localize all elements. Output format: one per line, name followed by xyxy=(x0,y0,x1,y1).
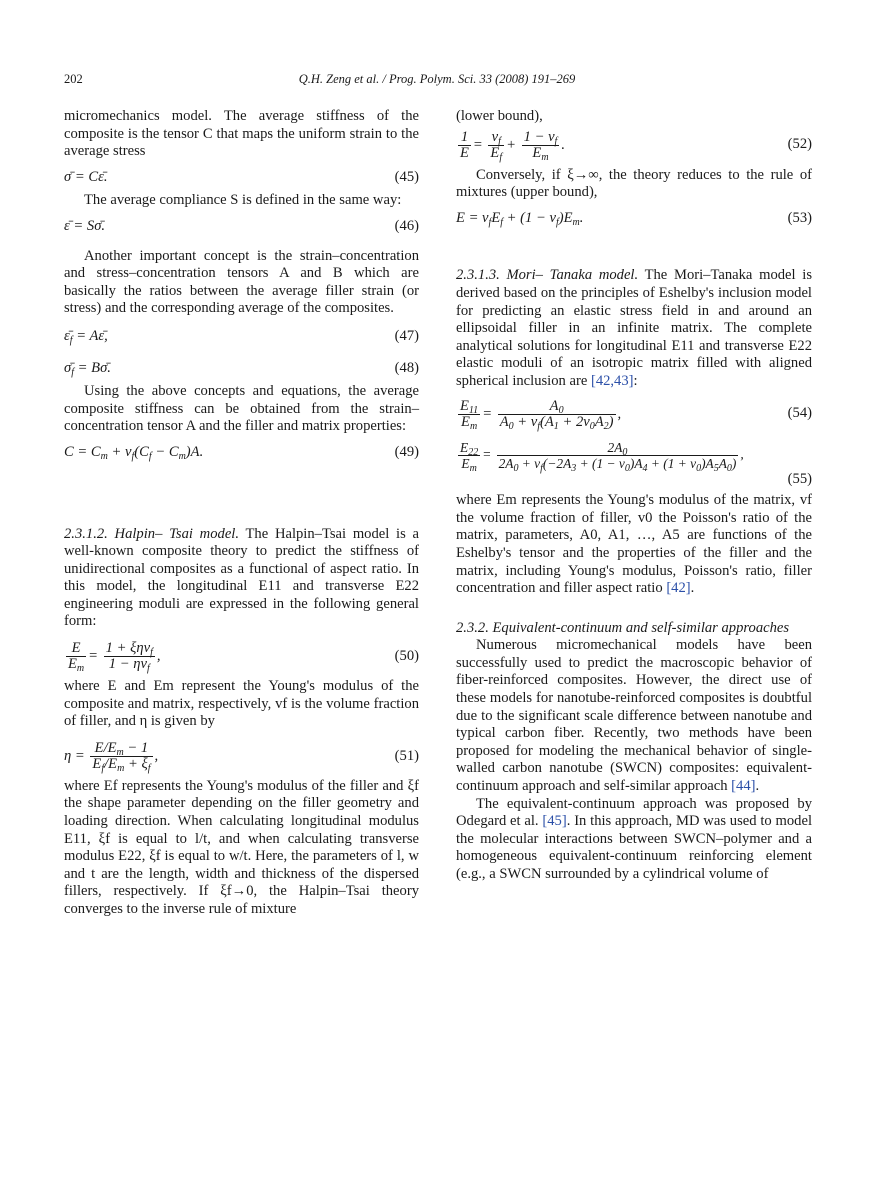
paragraph: Using the above concepts and equations, the average composite stiffness can be obtained from the strain–concentration tensor A and the filler and matrix properties: xyxy=(64,383,419,435)
section-heading: 2.3.1.2. Halpin– Tsai model. xyxy=(64,525,239,542)
citation-link[interactable]: [45] xyxy=(542,813,567,830)
paragraph: Conversely, if ξ→∞, the theory reduces to the rule of mixtures (upper bound), xyxy=(456,166,812,201)
equation-number: (52) xyxy=(787,136,812,153)
equation-number: (54) xyxy=(787,405,812,422)
equation-45: σ̄ = Cε̄. (45) xyxy=(64,168,419,185)
equation-54: $\frac{E_{11}}{E_m}$ = $\frac{A_0}{A_0 + v_f(A_1 + 2v_0A_2)}$ , (54) xyxy=(460,397,812,432)
citation-link[interactable]: [42,43] xyxy=(590,372,634,389)
equation-48: $\sigmā_f$ = Bσ̄. (48) xyxy=(64,359,419,378)
citation-link[interactable]: [42] xyxy=(666,580,691,597)
equation-number: (48) xyxy=(394,359,419,376)
left-column xyxy=(64,108,419,919)
citation-link[interactable]: [44] xyxy=(731,778,756,795)
equation-number: (49) xyxy=(394,443,419,460)
equation-number: (45) xyxy=(394,168,419,185)
paragraph: (lower bound), xyxy=(456,108,543,124)
equation-51: η = $\frac{E/E_m - 1}{E_f/E_m + \xi_f}$ , (51) xyxy=(64,739,419,774)
equation-52: $\frac{1}{E}$ = $\frac{v_f}{E_f}$ + $\frac{1 - v_f}{E_m}$ . (52) xyxy=(460,128,812,163)
equation-number: (50) xyxy=(394,647,419,664)
paragraph: 2.3.1.2. Halpin– Tsai model. The Halpin–Tsai model is a well-known composite theory to predict the stiffness of unidirectional composites as a functional of aspect ratio. In this model, the longitudinal E11 and transverse E22 engineering moduli are expressed in the following general form: xyxy=(64,525,420,630)
equation-number: (53) xyxy=(787,209,812,226)
page-number: 202 xyxy=(64,72,83,86)
section-heading: 2.3.2. Equivalent-continuum and self-similar approaches xyxy=(456,619,790,636)
paragraph: where Ef represents the Young's modulus of the filler and ξf the shape parameter depending on the filler geometry and loading direction. When calculating longitudinal modulus E11, ξf is equal to l/t, and when calculating transverse modulus E22, ξf is equal to w/t. Here, the parameters of l, w and t are the length, width and thickness of the dispersed fillers, respectively. If ξf→0, the Halpin–Tsai theory converges to the inverse rule of mixture xyxy=(64,777,419,917)
equation-50: $\frac{E}{E_m}$ = $\frac{1 + \xi\eta v_f}{1 - \eta v_f}$ , (50) xyxy=(68,640,419,675)
paragraph: Another important concept is the strain–concentration and stress–concentration tensors A and B which are basically the ratios between the average filler strain (or stress) and the corresponding average of the composites. xyxy=(64,247,419,317)
right-column xyxy=(456,108,812,884)
equation-number: (46) xyxy=(394,217,419,234)
equation-number: (47) xyxy=(394,327,419,344)
page-header xyxy=(64,72,810,90)
paragraph: 2.3.1.3. Mori– Tanaka model. The Mori–Tanaka model is derived based on the principles of Eshelby's inclusion model for predicting an elastic stress field in and around an ellipsoidal filler in an infinite matrix. The complete analytical solutions for longitudinal E11 and transverse E22 elastic moduli of an isotropic matrix filled with aligned spherical inclusion are [42,43]: xyxy=(456,267,813,389)
equation-46: ε̄ = Sσ̄. (46) xyxy=(64,217,419,234)
paragraph: where E and Em represent the Young's modulus of the composite and matrix, respectively, vf is the volume fraction of filler, and η is given by xyxy=(64,678,419,730)
equation-47: $\varepsilon̄_f$ = Aε̄, (47) xyxy=(64,327,419,346)
running-head: Q.H. Zeng et al. / Prog. Polym. Sci. 33 (2008) 191–269 xyxy=(298,72,576,86)
equation-number: (55) xyxy=(787,470,812,487)
equation-55: $\frac{E_{22}}{E_m}$ = $\frac{2A_0}{2A_0 + v_f(-2A_3 + (1 - v_0)A_4 + (1 + v_0)A_5A_0)}$ , xyxy=(460,439,744,474)
section-heading: 2.3.1.3. Mori– Tanaka model. xyxy=(456,267,639,284)
paragraph: micromechanics model. The average stiffness of the composite is the tensor C that maps the uniform strain to the average stress xyxy=(64,108,419,160)
paragraph: where Em represents the Young's modulus of the matrix, vf the volume fraction of filler, v0 the Poisson's ratio of the matrix, parameters, A0, A1, …, A5 are functions of the Eshelby's tensor and the properties of the filler and the matrix, including Young's modulus, Poisson's ratio, filler concentration and filler aspect ratio [42]. xyxy=(456,492,812,597)
equation-49: $C = C_m + v_f(C_f - C_m)A$. (49) xyxy=(64,443,419,462)
paragraph: The equivalent-continuum approach was proposed by Odegard et al. [45]. In this approach, MD was used to model the molecular interactions between SWCN–polymer and a homogeneous equivalent-continuum reinforcing element (e.g., a SWCN surrounded by a cylindrical volume of xyxy=(456,795,813,882)
equation-53: $E = v_fE_f + (1 - v_f)E_m$. (53) xyxy=(456,209,812,228)
paragraph: Numerous micromechanical models have been successfully used to predict the macroscopic behavior of fiber-reinforced composites. However, the direct use of these models for nanotube-reinforced composites is doubtful due to the significant scale difference between nanotube and typical carbon fiber. Recently, two methods have been proposed for modeling the mechanical behavior of single-walled carbon nanotube (SWCN) composites: equivalent-continuum approach and self-similar approach [44]. xyxy=(456,637,812,795)
equation-number: (51) xyxy=(394,747,419,764)
paragraph: The average compliance S is defined in the same way: xyxy=(84,192,402,209)
